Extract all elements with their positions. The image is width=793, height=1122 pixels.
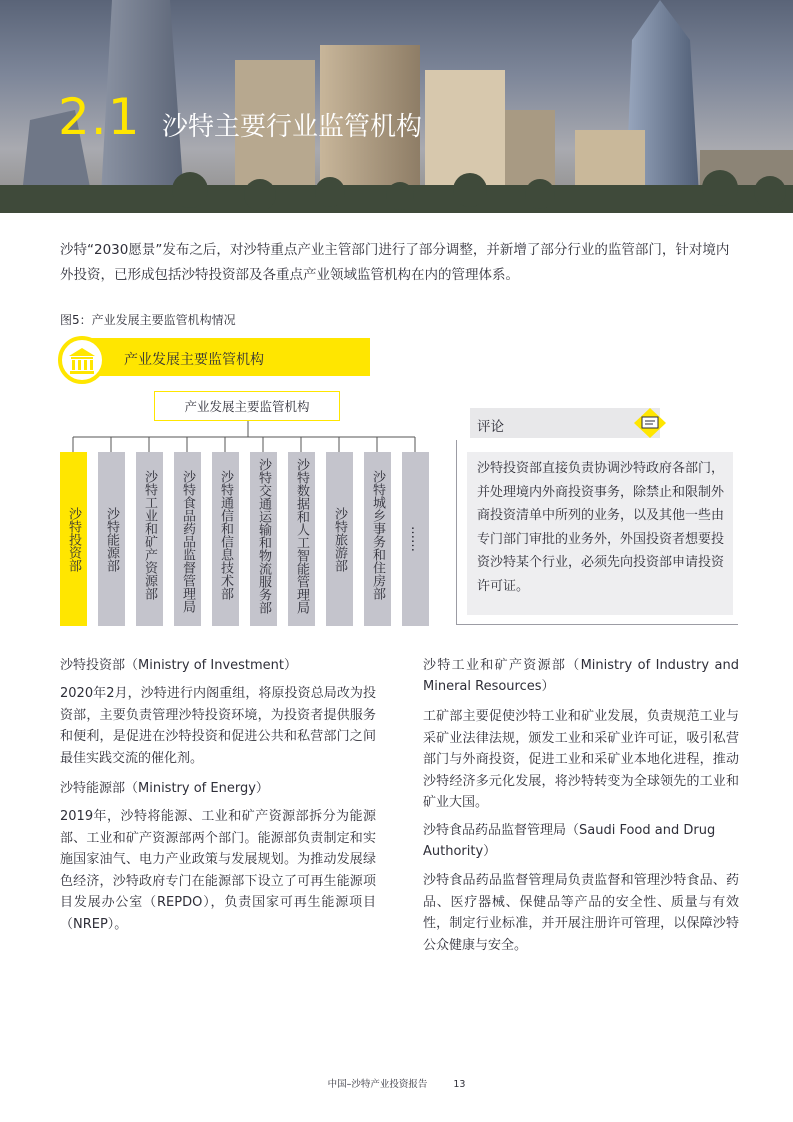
org-node-tourism bbox=[326, 452, 353, 626]
food-drug-heading: 沙特食品药品监督管理局（Saudi Food and Drug Authority） bbox=[423, 823, 716, 859]
org-node-label: 沙特通信和信息技术部 bbox=[218, 470, 233, 600]
industry-heading: 沙特工业和矿产资源部（Ministry of Industry and Mineral Resources） bbox=[423, 658, 739, 694]
org-node-more bbox=[402, 452, 429, 626]
org-node-data-ai bbox=[288, 452, 315, 626]
org-node-municipal bbox=[364, 452, 391, 626]
org-node-label: 沙特能源部 bbox=[104, 506, 119, 572]
page-number: 13 bbox=[453, 1079, 466, 1090]
section-title: 沙特主要行业监管机构 bbox=[162, 112, 423, 142]
figure-caption: 图5：产业发展主要监管机构情况 bbox=[60, 313, 236, 327]
page-footer bbox=[0, 1076, 793, 1090]
intro-paragraph: 沙特“2030愿景”发布之后，对沙特重点产业主管部门进行了部分调整，并新增了部分行业的监管部门，针对境内外投资，已形成包括沙特投资部及各重点产业领域监管机构在内的管理体系。 bbox=[60, 242, 730, 283]
energy-body: 2019年，沙特将能源、工业和矿产资源部拆分为能源部、工业和矿产资源部两个部门。能源部负责制定和实施国家油气、电力产业政策与发展规划。为推动发展绿色经济，沙特政府专门在能源部下设立了可再生能源项目发展办公室（REPDO），负责国家可再生能源项目（NREP）。 bbox=[60, 809, 376, 932]
org-node-food-drug bbox=[174, 452, 201, 626]
section-number: 2.1 bbox=[58, 88, 141, 146]
org-node-transport bbox=[250, 452, 277, 626]
footer-title: 中国–沙特产业投资报告 bbox=[327, 1079, 428, 1090]
org-node-label: 沙特城乡事务和住房部 bbox=[370, 470, 385, 600]
energy-heading: 沙特能源部（Ministry of Energy） bbox=[60, 781, 269, 796]
org-node-label: 沙特数据和人工智能管理局 bbox=[294, 458, 309, 614]
comment-frame-line bbox=[456, 624, 738, 625]
org-node-label: 沙特食品药品监督管理局 bbox=[180, 470, 195, 613]
org-node-label: 沙特交通运输和物流服务部 bbox=[256, 458, 271, 614]
comment-frame-line bbox=[456, 440, 457, 625]
comment-title: 评论 bbox=[477, 419, 504, 435]
org-node-energy bbox=[98, 452, 125, 626]
org-node-investment bbox=[60, 452, 87, 626]
food-drug-body: 沙特食品药品监督管理局负责监督和管理沙特食品、药品、医疗器械、保健品等产品的安全性、质量与有效性，制定行业标准，并开展注册许可管理，以保障沙特公众健康与安全。 bbox=[423, 873, 739, 953]
org-root-node: 产业发展主要监管机构 bbox=[154, 391, 340, 421]
investment-heading: 沙特投资部（Ministry of Investment） bbox=[60, 658, 298, 673]
org-node-communications bbox=[212, 452, 239, 626]
org-node-label: 沙特旅游部 bbox=[332, 506, 347, 572]
org-node-industry bbox=[136, 452, 163, 626]
comment-icon bbox=[632, 406, 668, 440]
figure-title: 产业发展主要监管机构 bbox=[124, 352, 264, 368]
comment-text: 沙特投资部直接负责协调沙特政府各部门，并处理境内外商投资事务，除禁止和限制外商投资清单中所列的业务，以及其他一些由专门部门审批的业务外，外国投资者想要投资沙特某个行业，必须先向投资部申请投资许可证。 bbox=[477, 461, 725, 594]
org-node-label: 沙特工业和矿产资源部 bbox=[142, 470, 157, 600]
org-node-label: 沙特投资部 bbox=[66, 506, 81, 572]
industry-body: 工矿部主要促使沙特工业和矿业发展，负责规范工业与采矿业法律法规，颁发工业和采矿业许可证，吸引私营部门与外商投资，促进工业和采矿业本地化进程，推动沙特经济多元化发展，将沙特转变为全球领先的工业和矿业大国。 bbox=[423, 709, 739, 810]
investment-body: 2020年2月，沙特进行内阁重组，将原投资总局改为投资部，主要负责管理沙特投资环境，为投资者提供服务和便利，是促进在沙特投资和促进公共和私营部门之间最佳实践交流的催化剂。 bbox=[60, 686, 376, 766]
org-node-label: …… bbox=[408, 526, 423, 552]
